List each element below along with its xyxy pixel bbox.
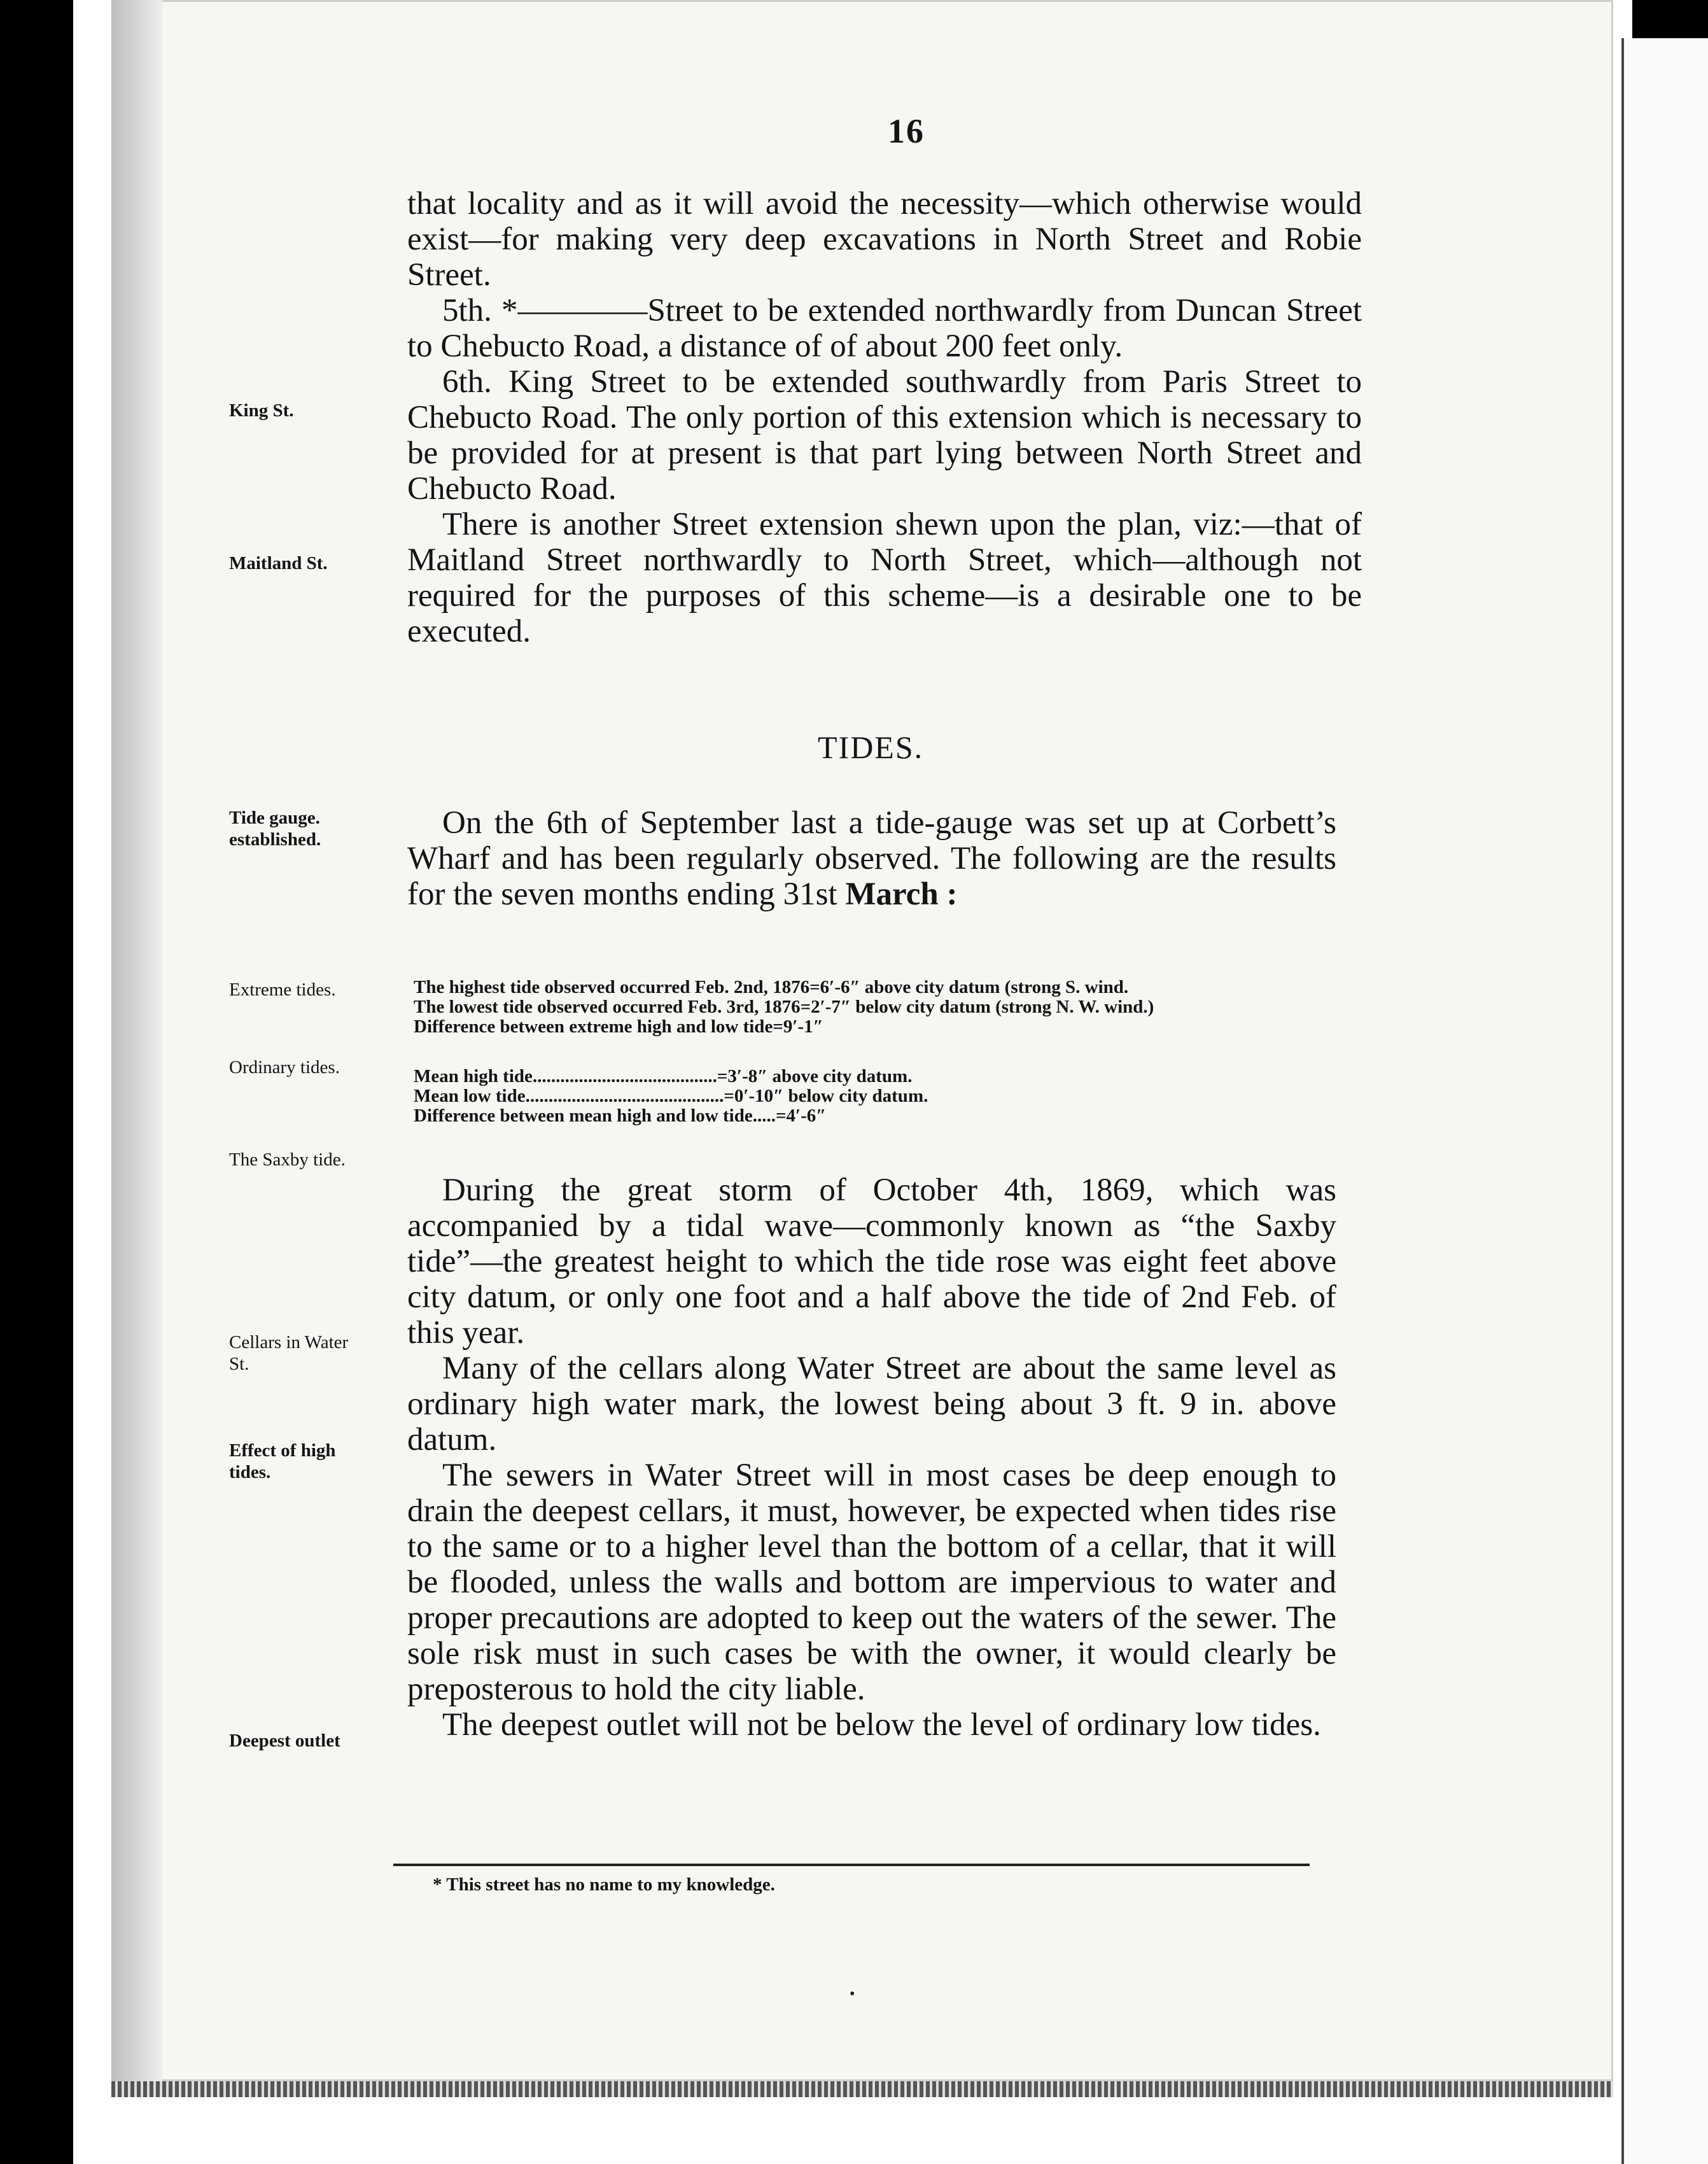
paragraph: Many of the cellars along Water Street are about the same level as ordinary high water mark, the lowest being about 3 ft. 9 in. above datum.	[407, 1351, 1336, 1458]
section-heading: TIDES.	[818, 729, 924, 765]
page-number: 16	[888, 112, 925, 150]
margin-note-ordinary-tides: Ordinary tides.	[229, 1057, 340, 1078]
paragraph: that locality and as it will avoid the necessity—which otherwise would exist—for making very deep excavations in North Street and Robie Street.	[407, 186, 1362, 293]
bold-text: March :	[845, 876, 958, 912]
paragraph: There is another Street extension shewn upon the plan, viz:—that of Maitland Street northwardly to North Street, which—although not required for the purposes of this scheme—is a desirable one to be executed.	[407, 507, 1362, 649]
ordinary-tides-table	[414, 1067, 1349, 1126]
page-mark: •	[850, 1986, 855, 2002]
paragraph: 6th. King Street to be extended southwardly from Paris Street to Chebucto Road. The only portion of this extension which is necessary to be provided for at present is that part lying between North Street and Chebucto Road.	[407, 364, 1362, 507]
margin-note-effect-high-tides: Effect of high tides.	[229, 1440, 336, 1482]
table-row: Mean low tide...........................................=0′-10″ below city datum.	[414, 1086, 928, 1106]
margin-note-saxby-tide: The Saxby tide.	[229, 1149, 346, 1170]
binding-shadow	[111, 0, 162, 2081]
paragraph: 5th. *————Street to be extended northwardly from Duncan Street to Chebucto Road, a distance of of about 200 feet only.	[407, 293, 1362, 364]
margin-note-king-st: King St.	[229, 400, 294, 421]
margin-note-tide-gauge: Tide gauge. established.	[229, 808, 321, 850]
margin-note-extreme-tides: Extreme tides.	[229, 980, 336, 1000]
extreme-tides-table	[414, 978, 1349, 1037]
footnote-rule	[393, 1864, 1310, 1866]
tides-paragraph	[407, 805, 1336, 912]
footnote: * This street has no name to my knowledge.	[433, 1874, 775, 1895]
body-block-1	[407, 186, 1362, 649]
paragraph: During the great storm of October 4th, 1869, which was accompanied by a tidal wave—commonly known as “the Saxby tide”—the greatest height to which the tide rose was eight feet above city datum, or only one foot and a half above the tide of 2nd Feb. of this year.	[407, 1172, 1336, 1351]
table-row: Mean high tide........................................=3′-8″ above city datum.	[414, 1066, 913, 1086]
margin-note-cellars: Cellars in Water St.	[229, 1332, 349, 1374]
paragraph: The deepest outlet will not be below the level of ordinary low tides.	[442, 1707, 1321, 1743]
margin-note-maitland-st: Maitland St.	[229, 553, 328, 573]
facing-page-edge	[1621, 38, 1708, 2164]
table-row: Difference between extreme high and low tide=9′-1″	[414, 1016, 823, 1037]
table-row: The lowest tide observed occurred Feb. 3rd, 1876=2′-7″ below city datum (strong N. W. wind.)	[414, 997, 1154, 1017]
paragraph-text: On the 6th of September last a tide-gauge was set up at Corbett’s Wharf and has been regularly observed. The following are the results for the seven months ending 31st	[407, 805, 1336, 912]
paragraph: The sewers in Water Street will in most cases be deep enough to drain the deepest cellars, it must, however, be expected when tides rise to the same or to a higher level than the bottom of a cellar, that it will be flooded, unless the walls and bottom are impervious to water and proper precautions are adopted to keep out the waters of the sewer. The sole risk must in such cases be with the owner, it would clearly be preposterous to hold the city liable.	[407, 1458, 1336, 1707]
page-bottom-edge	[111, 2081, 1613, 2097]
margin-note-deepest-outlet: Deepest outlet	[229, 1731, 340, 1751]
body-block-2	[407, 1172, 1336, 1743]
table-row: The highest tide observed occurred Feb. 2nd, 1876=6′-6″ above city datum (strong S. wind.	[414, 977, 1129, 997]
table-row: Difference between mean high and low tide.....=4′-6″	[414, 1106, 827, 1126]
